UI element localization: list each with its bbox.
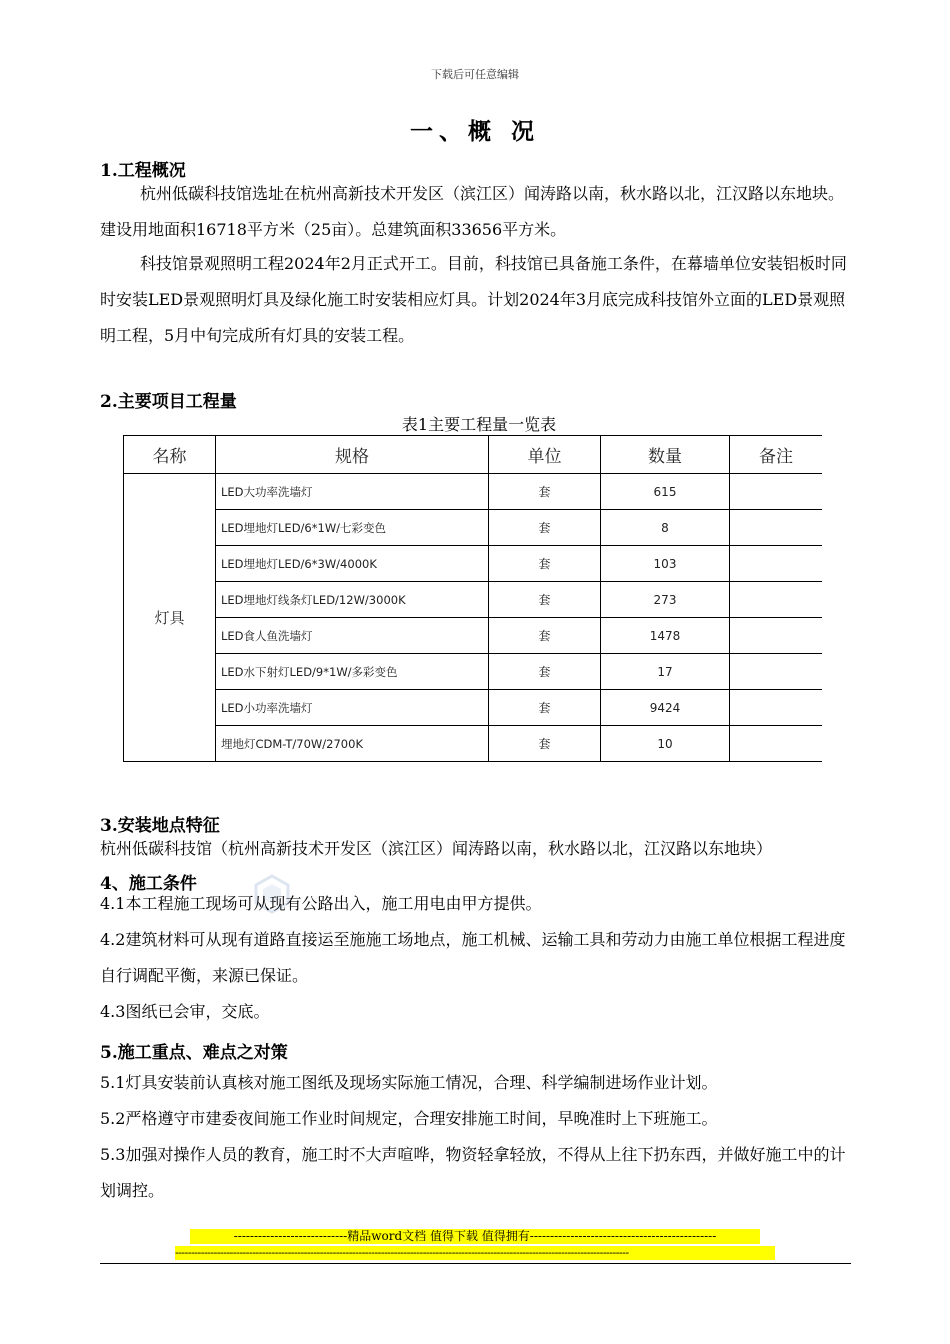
col-header-qty: 数量 <box>601 436 730 474</box>
section-4-item-2: 4.2建筑材料可从现有道路直接运至施施工场地点，施工机械、运输工具和劳动力由施工单位根据工程进度自行调配平衡，来源已保证。 <box>100 930 846 985</box>
cell-spec: LED食人鱼洗墙灯 <box>216 618 489 654</box>
cell-qty: 1478 <box>601 618 730 654</box>
section-4-item-1: 4.1本工程施工现场可从现有公路出入，施工用电由甲方提供。 <box>100 894 542 913</box>
footer-dashes: --------------------------------------------------------------------------------------------------------------------------------------------- <box>175 1246 775 1260</box>
section-5-item-2: 5.2严格遵守市建委夜间施工作业时间规定，合理安排施工时间，早晚准时上下班施工。 <box>100 1109 718 1128</box>
cell-qty: 615 <box>601 474 730 510</box>
footer-rule <box>100 1263 851 1264</box>
quantities-table <box>123 435 822 768</box>
cell-qty: 9424 <box>601 690 730 726</box>
cell-spec: 埋地灯CDM-T/70W/2700K <box>216 726 489 762</box>
cell-spec: LED埋地灯线条灯LED/12W/3000K <box>216 582 489 618</box>
cell-spec: LED大功率洗墙灯 <box>216 474 489 510</box>
cell-note <box>730 654 823 690</box>
col-header-unit: 单位 <box>489 436 601 474</box>
section-5-heading: 5.施工重点、难点之对策 <box>100 1043 288 1063</box>
cell-spec: LED小功率洗墙灯 <box>216 690 489 726</box>
table-row <box>124 546 823 582</box>
cell-note <box>730 726 823 762</box>
cell-unit: 套 <box>489 474 601 510</box>
footer-banner: ----------------------------精品word文档 值得下载 值得拥有---------------------------------------------- <box>190 1229 760 1244</box>
section-5-item-1: 5.1灯具安装前认真核对施工图纸及现场实际施工情况，合理、科学编制进场作业计划。 <box>100 1073 718 1092</box>
table-row <box>124 690 823 726</box>
table-row <box>124 726 823 762</box>
table-row <box>124 618 823 654</box>
cell-unit: 套 <box>489 618 601 654</box>
cell-spec: LED埋地灯LED/6*1W/七彩变色 <box>216 510 489 546</box>
col-header-note: 备注 <box>730 436 823 474</box>
cell-note <box>730 474 823 510</box>
cell-note <box>730 690 823 726</box>
cell-unit: 套 <box>489 690 601 726</box>
section-4-item-3: 4.3图纸已会审，交底。 <box>100 1002 270 1021</box>
section-1-heading: 1.工程概况 <box>100 161 186 181</box>
table-row <box>124 582 823 618</box>
cell-note <box>730 510 823 546</box>
cell-spec: LED水下射灯LED/9*1W/多彩变色 <box>216 654 489 690</box>
cell-qty: 103 <box>601 546 730 582</box>
cell-unit: 套 <box>489 654 601 690</box>
table-row <box>124 654 823 690</box>
cell-spec: LED埋地灯LED/6*3W/4000K <box>216 546 489 582</box>
cell-qty: 8 <box>601 510 730 546</box>
cell-unit: 套 <box>489 510 601 546</box>
section-1-paragraph-2: 科技馆景观照明工程2024年2月正式开工。目前，科技馆已具备施工条件，在幕墙单位安装铝板时同时安装LED景观照明灯具及绿化施工时安装相应灯具。计划2024年3月底完成科技馆外立面的LED景观照明工程，5月中旬完成所有灯具的安装工程。 <box>100 254 847 345</box>
table-header-row <box>124 436 823 474</box>
section-2-heading: 2.主要项目工程量 <box>100 392 237 412</box>
cell-unit: 套 <box>489 726 601 762</box>
col-header-name: 名称 <box>124 436 216 474</box>
cell-note <box>730 582 823 618</box>
cell-note <box>730 618 823 654</box>
section-3-heading: 3.安装地点特征 <box>100 816 220 836</box>
cell-qty: 273 <box>601 582 730 618</box>
cell-unit: 套 <box>489 582 601 618</box>
section-3-text: 杭州低碳科技馆（杭州高新技术开发区（滨江区）闻涛路以南，秋水路以北，江汉路以东地块） <box>100 839 773 858</box>
group-label: 灯具 <box>124 474 216 762</box>
table-caption: 表1主要工程量一览表 <box>401 415 557 434</box>
header-note: 下载后可任意编辑 <box>431 68 519 81</box>
cell-unit: 套 <box>489 546 601 582</box>
table-row <box>124 510 823 546</box>
table-row <box>124 474 823 510</box>
col-header-spec: 规格 <box>216 436 489 474</box>
section-4-heading: 4、施工条件 <box>100 874 197 894</box>
cell-qty: 17 <box>601 654 730 690</box>
section-1-paragraph-1: 杭州低碳科技馆选址在杭州高新技术开发区（滨江区）闻涛路以南，秋水路以北，江汉路以东地块。建设用地面积16718平方米（25亩）。总建筑面积33656平方米。 <box>100 184 845 239</box>
section-5-item-3: 5.3加强对操作人员的教育，施工时不大声喧哗，物资轻拿轻放，不得从上往下扔东西，并做好施工中的计划调控。 <box>100 1145 846 1200</box>
cell-note <box>730 546 823 582</box>
cell-qty: 10 <box>601 726 730 762</box>
page-title: 一、概 况 <box>409 118 540 145</box>
